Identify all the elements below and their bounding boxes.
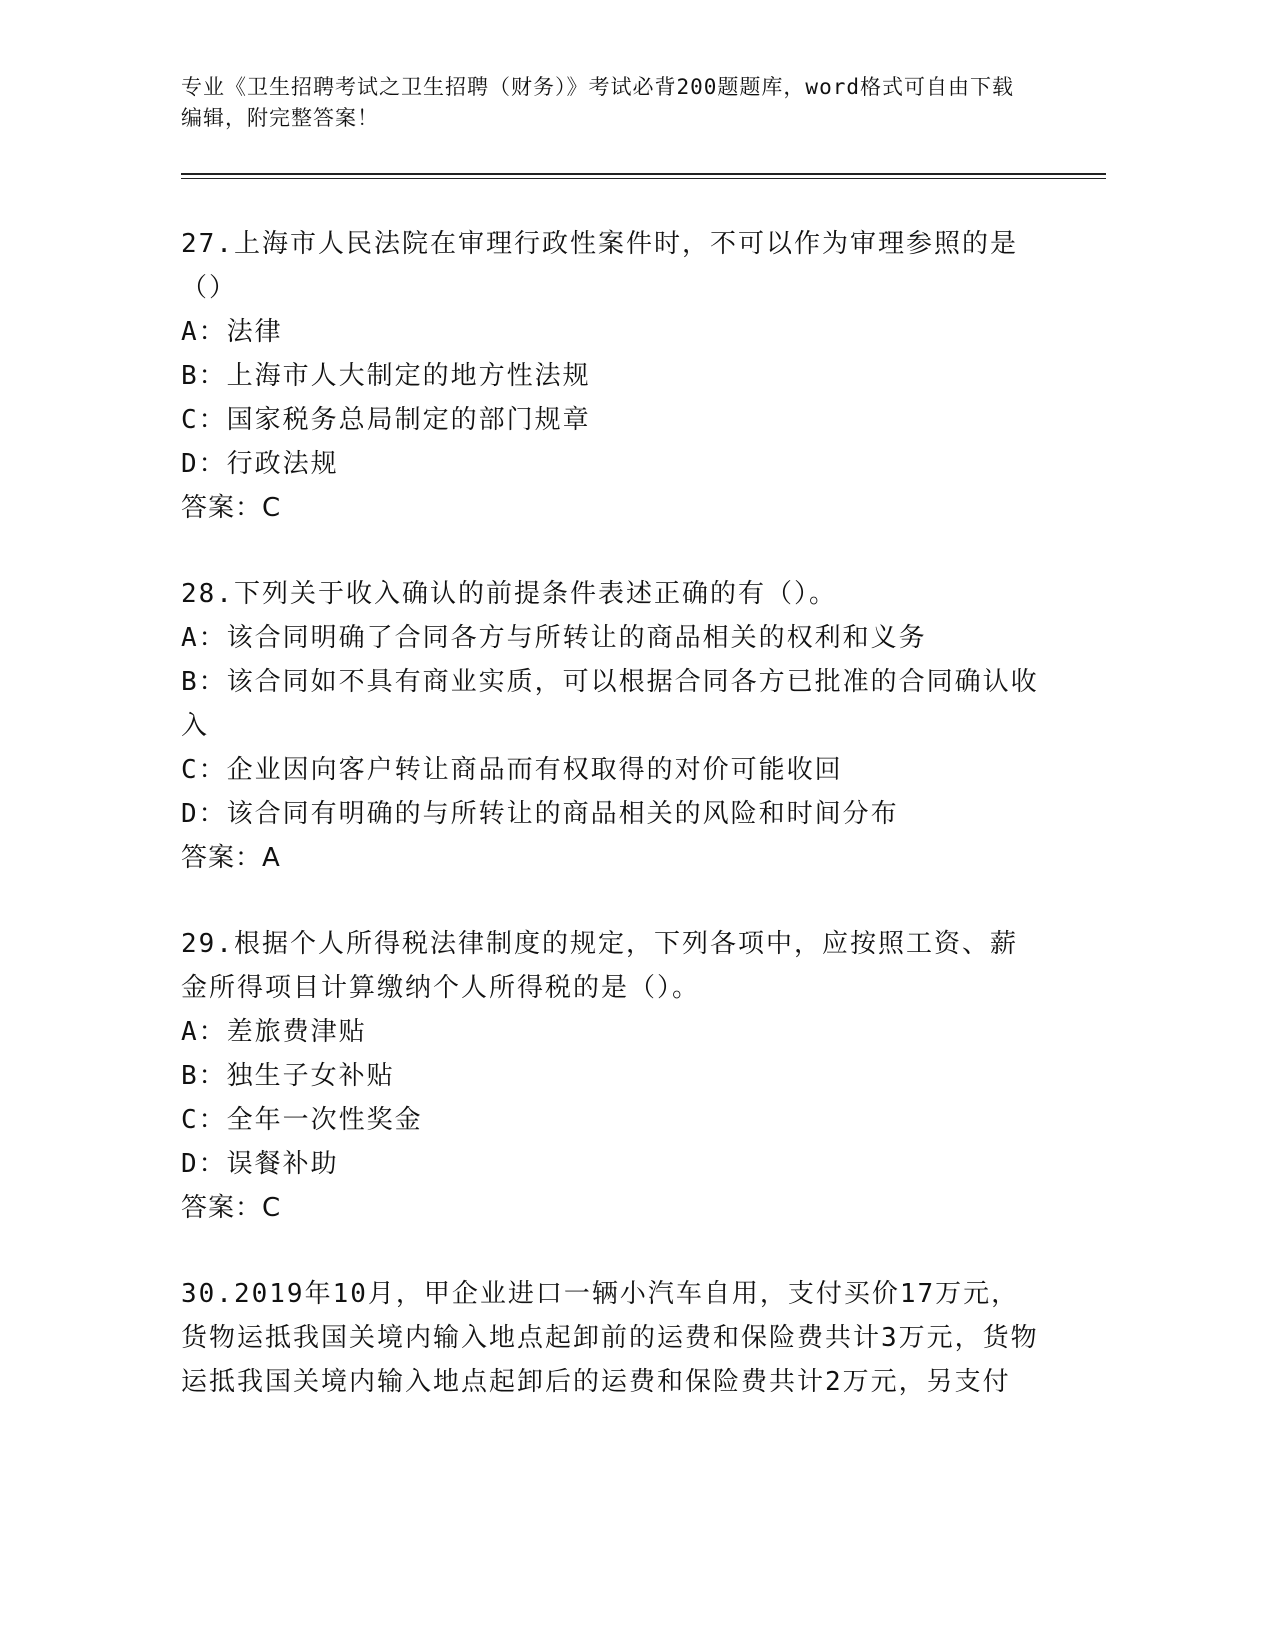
option-b: B：该合同如不具有商业实质，可以根据合同各方已批准的合同确认收入 [181,667,1039,741]
question-text: 27.上海市人民法院在审理行政性案件时，不可以作为审理参照的是（） [181,229,1018,303]
document-header: 专业《卫生招聘考试之卫生招聘（财务）》考试必背200题题库，word格式可自由下载编辑，附完整答案！ [181,75,1014,130]
option-d: D：行政法规 [181,449,339,479]
answer: 答案：C [181,493,282,523]
question-30 [181,1272,1041,1404]
header-divider-thin [181,178,1106,179]
option-b: B：独生子女补贴 [181,1061,395,1091]
question-text: 29.根据个人所得税法律制度的规定，下列各项中，应按照工资、薪金所得项目计算缴纳个人所得税的是（）。 [181,929,1018,1003]
option-b: B：上海市人大制定的地方性法规 [181,361,591,391]
option-c: C：国家税务总局制定的部门规章 [181,405,591,435]
option-c: C：企业因向客户转让商品而有权取得的对价可能收回 [181,755,843,785]
question-27 [181,222,1041,530]
question-list [181,222,1041,1446]
option-a: A：该合同明确了合同各方与所转让的商品相关的权利和义务 [181,623,927,653]
question-text: 30.2019年10月，甲企业进口一辆小汽车自用，支付买价17万元，货物运抵我国关境内输入地点起卸前的运费和保险费共计3万元，货物运抵我国关境内输入地点起卸后的运费和保险费共计2万元，另支付 [181,1279,1039,1397]
option-a: A：差旅费津贴 [181,1017,367,1047]
question-28 [181,572,1041,880]
answer: 答案：C [181,1193,282,1223]
answer: 答案：A [181,843,281,873]
option-d: D：该合同有明确的与所转让的商品相关的风险和时间分布 [181,799,899,829]
option-d: D：误餐补助 [181,1149,339,1179]
header-divider [181,173,1106,175]
option-a: A：法律 [181,317,283,347]
option-c: C：全年一次性奖金 [181,1105,423,1135]
question-29 [181,922,1041,1230]
question-text: 28.下列关于收入确认的前提条件表述正确的有（）。 [181,579,837,609]
